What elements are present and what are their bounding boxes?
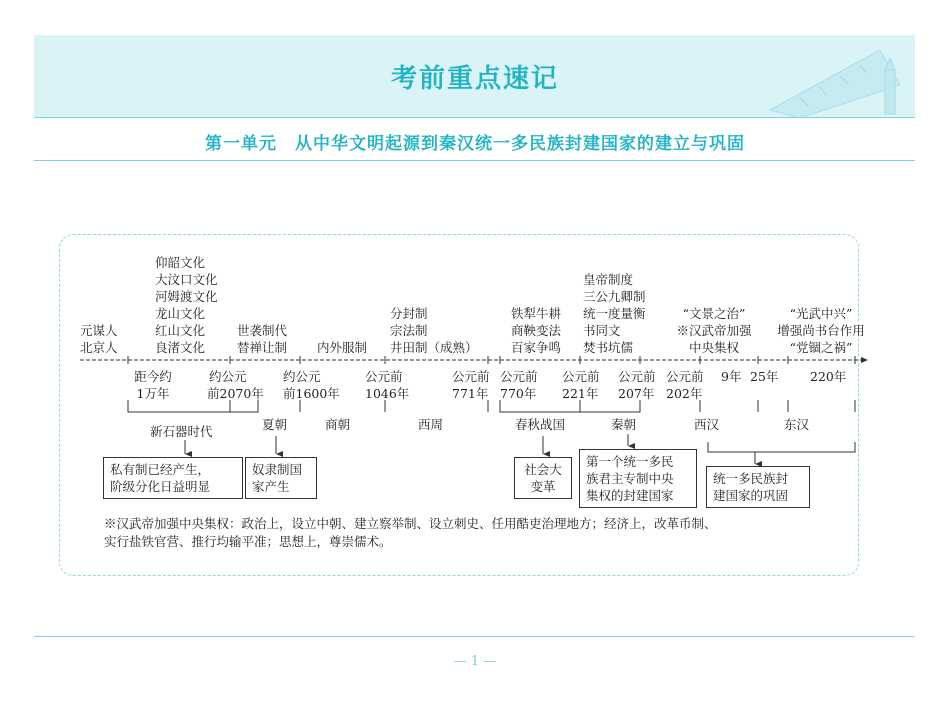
date-label: [452, 368, 490, 402]
text-line: 公元前: [666, 369, 704, 384]
box-private-ownership: [103, 457, 243, 499]
period-western-zhou: 西周: [418, 417, 444, 432]
text-line: 宗法制: [390, 323, 428, 338]
text-line: 井田制（成熟）: [390, 340, 478, 355]
text-line: 三公九卿制: [583, 289, 646, 304]
period-neolithic: 新石器时代: [150, 424, 213, 439]
label-hereditary: [237, 322, 287, 356]
text-line: 红山文化: [155, 323, 206, 338]
date-label: [666, 368, 704, 402]
text-line: “党锢之祸”: [789, 340, 853, 355]
text-line: 增强尚书台作用: [777, 323, 865, 338]
text-line: “文景之治”: [682, 306, 746, 321]
text-line: 良渚文化: [155, 340, 206, 355]
label-yuanmou-beijing: [80, 322, 118, 356]
text-line: 约公元: [283, 369, 321, 384]
text-line: 统一多民族封: [713, 471, 789, 486]
text-line: 社会大: [524, 462, 562, 477]
text-line: 替禅让制: [237, 340, 288, 355]
text-line: 铁犁牛耕: [511, 306, 562, 321]
text-line: 前2070年: [207, 386, 264, 401]
box-consolidation: [706, 466, 810, 508]
text-line: 内外服制: [317, 340, 368, 355]
text-line: 实行盐铁官营、推行均输平准；思想上，尊崇儒术。: [104, 534, 392, 549]
text-line: 焚书坑儒: [583, 340, 634, 355]
unit-title: 第一单元 从中华文明起源到秦汉统一多民族封建国家的建立与巩固: [205, 134, 745, 154]
text-line: 百家争鸣: [511, 340, 562, 355]
period-western-han: 西汉: [694, 417, 720, 432]
text-line: 建国家的巩固: [713, 488, 789, 503]
page-number: — 1 —: [453, 654, 497, 669]
page-title: 考前重点速记: [390, 64, 559, 94]
date-label: [365, 368, 409, 402]
label-eastern-han: [766, 305, 876, 356]
date-label: [562, 368, 600, 402]
text-line: 公元前: [500, 369, 538, 384]
text-line: 221年: [562, 386, 599, 401]
label-western-han: [664, 305, 764, 356]
period-shang: 商朝: [325, 417, 351, 432]
date-label: [128, 368, 178, 402]
text-line: 统一度量衡: [583, 306, 646, 321]
text-line: 龙山文化: [155, 306, 206, 321]
text-line: 207年: [618, 386, 655, 401]
text-line: 族君主专制中央: [586, 471, 674, 486]
date-label: [283, 368, 340, 402]
text-line: 约公元: [209, 369, 247, 384]
text-line: 第一个统一多民: [586, 454, 674, 469]
footnote-han-wudi: [104, 515, 844, 551]
divider-bottom: [34, 636, 915, 637]
text-line: 商鞅变法: [511, 323, 562, 338]
text-line: 皇帝制度: [583, 272, 634, 287]
text-line: 集权的封建国家: [586, 488, 674, 503]
text-line: 公元前: [562, 369, 600, 384]
date-label: [207, 368, 264, 402]
text-line: 1万年: [136, 386, 170, 401]
text-line: 北京人: [80, 340, 118, 355]
text-line: 阶级分化日益明显: [110, 479, 211, 494]
text-line: 中央集权: [688, 340, 739, 355]
text-line: 大汶口文化: [155, 272, 218, 287]
date-label: 25年: [750, 369, 779, 384]
text-line: 771年: [452, 386, 489, 401]
text-line: 变革: [530, 479, 556, 494]
label-neiwaifu: [317, 339, 367, 356]
date-label: [500, 368, 538, 402]
text-line: 公元前: [618, 369, 656, 384]
box-first-unified-state: [579, 449, 697, 508]
label-neolithic-cultures: [155, 254, 218, 356]
text-line: 河姆渡文化: [155, 289, 218, 304]
label-warring-states: [511, 305, 561, 356]
text-line: 奴隶制国: [252, 462, 303, 477]
text-line: 202年: [666, 386, 703, 401]
label-qin-policies: [583, 271, 646, 356]
text-line: 770年: [500, 386, 537, 401]
text-line: 1046年: [365, 386, 410, 401]
box-social-change: [514, 457, 572, 499]
date-label: 220年: [810, 369, 847, 384]
text-line: 公元前: [365, 369, 403, 384]
text-line: 公元前: [452, 369, 490, 384]
text-line: 书同文: [583, 323, 621, 338]
text-line: 分封制: [390, 306, 428, 321]
box-slave-state: [245, 457, 317, 499]
text-line: 世袭制代: [237, 323, 288, 338]
text-line: 距今约: [134, 369, 172, 384]
text-line: 私有制已经产生，: [110, 462, 211, 477]
period-qin: 秦朝: [611, 417, 637, 432]
text-line: 元谋人: [80, 323, 118, 338]
date-label: [618, 368, 656, 402]
text-line: ※汉武帝加强: [676, 323, 752, 338]
text-line: 家产生: [252, 479, 290, 494]
label-zhou-systems: [390, 305, 478, 356]
period-xia: 夏朝: [262, 417, 288, 432]
text-line: 仰韶文化: [155, 255, 206, 270]
text-line: “光武中兴”: [789, 306, 853, 321]
text-line: ※汉武帝加强中央集权：政治上，设立中朝、建立察举制、设立刺史、任用酷吏治理地方；经济上，改革币制、: [104, 516, 717, 531]
period-eastern-han: 东汉: [784, 417, 810, 432]
period-spring-autumn: 春秋战国: [515, 417, 566, 432]
date-label: 9年: [721, 369, 742, 384]
text-line: 前1600年: [283, 386, 340, 401]
